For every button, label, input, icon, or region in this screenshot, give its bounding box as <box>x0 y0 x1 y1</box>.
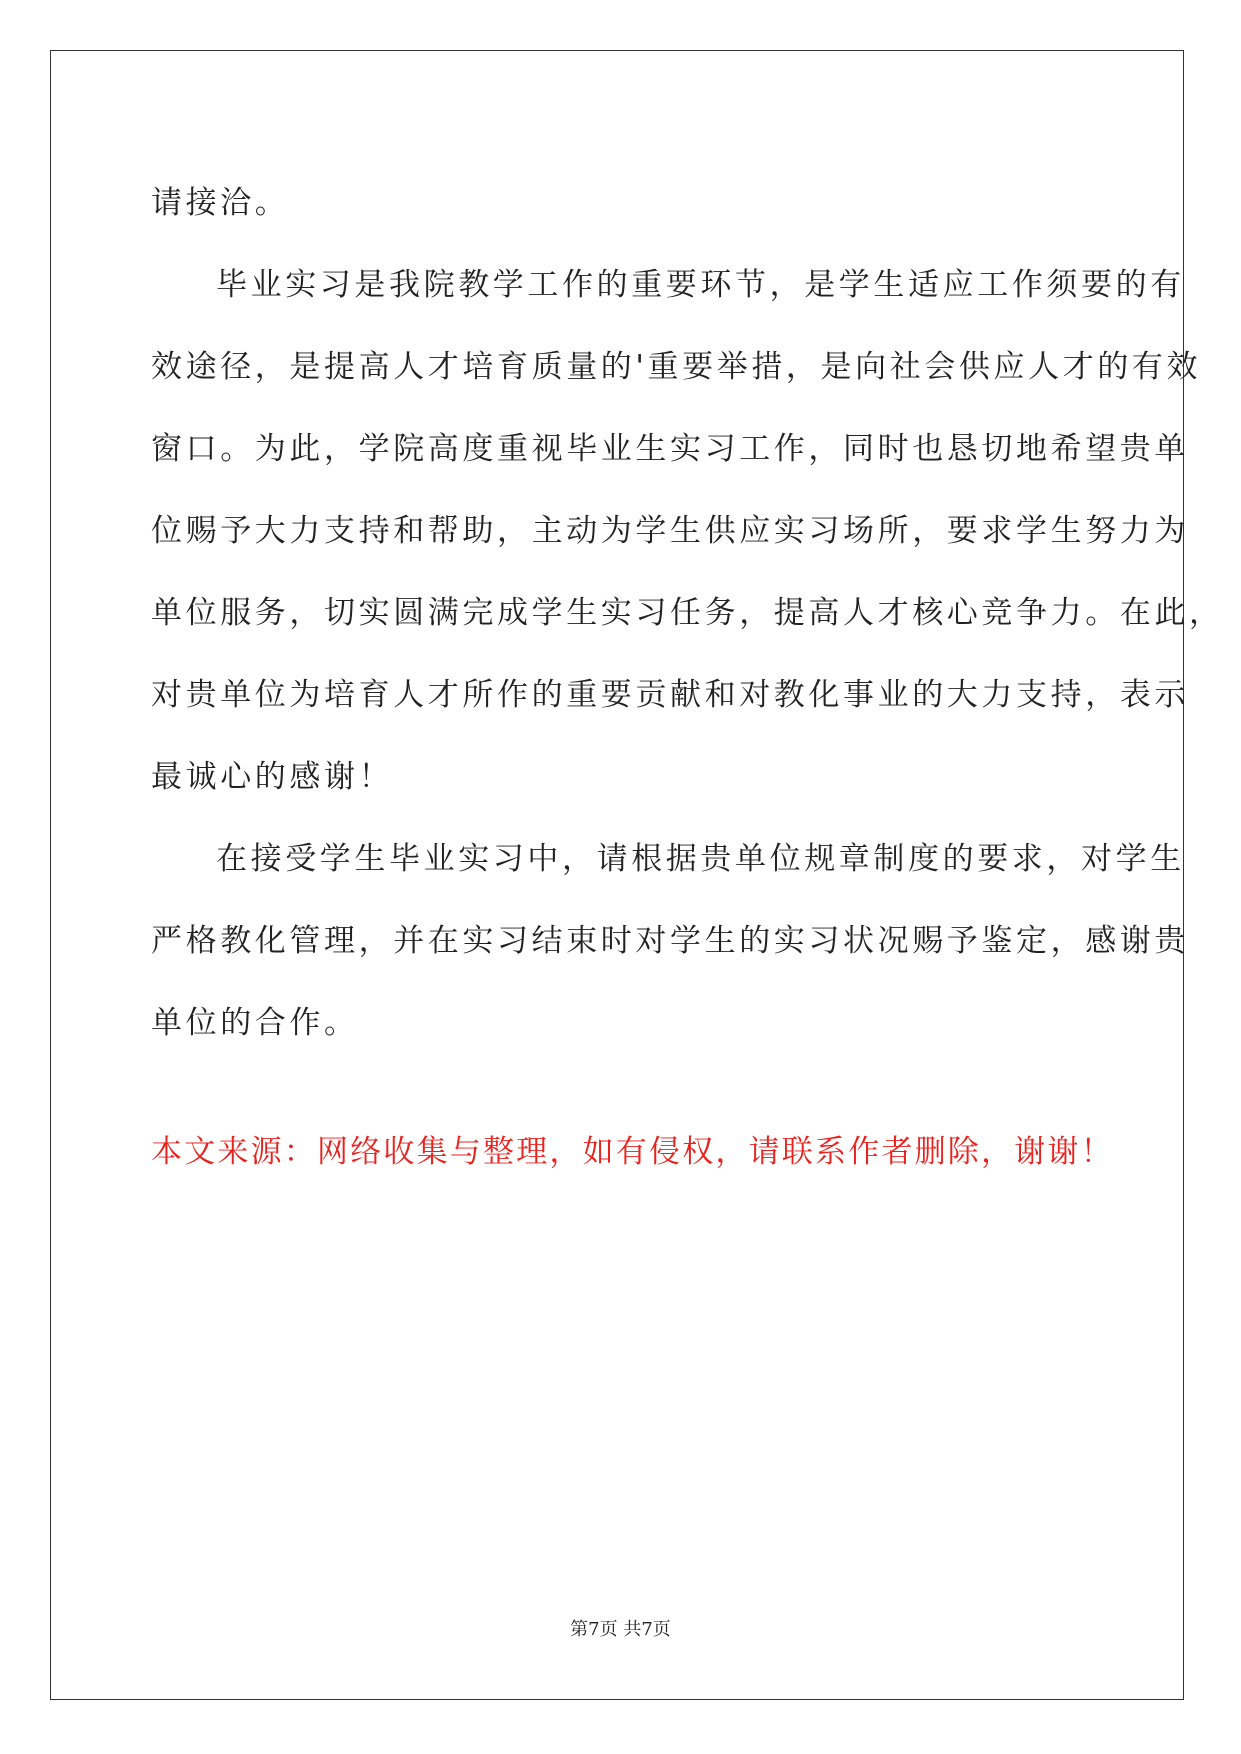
page-footer: 第7页 共7页 <box>570 1619 671 1640</box>
source-note: 本文来源：网络收集与整理，如有侵权，请联系作者删除，谢谢！ <box>151 1134 1114 1170</box>
paragraph-line: 窗口。为此，学院高度重视毕业生实习工作，同时也恳切地希望贵单 <box>151 431 1189 467</box>
paragraph-line: 在接受学生毕业实习中，请根据贵单位规章制度的要求，对学生 <box>216 841 1185 877</box>
paragraph-line: 效途径，是提高人才培育质量的'重要举措，是向社会供应人才的有效 <box>151 349 1202 385</box>
document-body <box>151 162 1224 1064</box>
paragraph-line: 毕业实习是我院教学工作的重要环节，是学生适应工作须要的有 <box>216 267 1185 303</box>
paragraph-line: 位赐予大力支持和帮助，主动为学生供应实习场所，要求学生努力为 <box>151 513 1189 549</box>
paragraph-line: 严格教化管理，并在实习结束时对学生的实习状况赐予鉴定，感谢贵 <box>151 923 1189 959</box>
paragraph-line: 最诚心的感谢！ <box>151 759 394 795</box>
paragraph-line: 单位服务，切实圆满完成学生实习任务，提高人才核心竞争力。在此， <box>151 595 1224 631</box>
paragraph-line: 请接洽。 <box>151 185 290 221</box>
paragraph-line: 对贵单位为培育人才所作的重要贡献和对教化事业的大力支持，表示 <box>151 677 1189 713</box>
paragraph-line: 单位的合作。 <box>151 1005 359 1041</box>
